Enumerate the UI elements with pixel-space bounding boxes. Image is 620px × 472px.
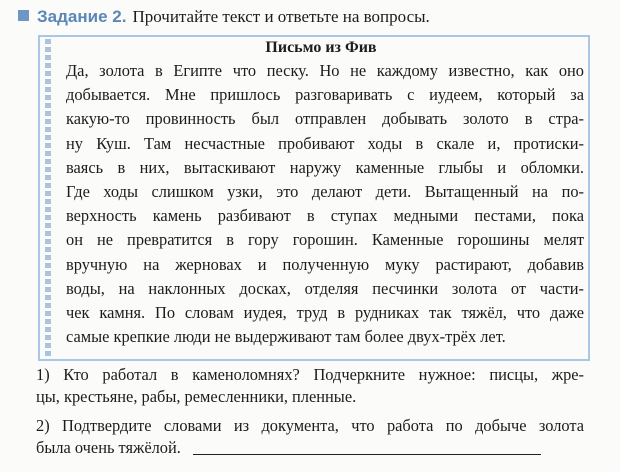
question-1 [36,364,584,408]
question-line: 2) Подтвердите словами из документа, что работа по добыче золота [36,416,584,435]
letter-line: верхность камень разбивают в ступах медными пестами, пока [66,206,584,226]
letter-line: вручную на жерновах и полученную муку растирают, добавив [66,254,584,274]
decorative-dot-rail [44,39,52,357]
question-line-text: была очень тяжёлой. [36,438,181,457]
letter-line: чек камня. По словам иудея, труд в рудниках так тяжёл, что даже [66,302,584,322]
letter-line: какую-то провинность был отправлен добывать золото в стра- [66,109,584,129]
task-bullet-icon [18,10,29,21]
letter-line: ну Куш. Там несчастные пробивают ходы в скале и, протиски- [66,133,584,153]
letter-line: Да, золота в Египте что песку. Но не каждому известно, как оно [66,61,584,80]
task-label: Задание 2. [37,7,127,26]
letter-body [66,59,584,349]
answer-line[interactable] [193,454,541,455]
questions [36,364,584,459]
question-line: 1) Кто работал в каменоломнях? Подчеркните нужное: писцы, жре- [36,365,584,384]
letter-line: Где ходы слишком узки, это делают дети. Вытащенный на по- [66,181,584,201]
question-2 [36,415,584,459]
letter-line: ваясь в них, вытаскивают наружу каменные глыбы и обломки. [66,157,584,177]
question-line-last [36,437,584,459]
letter-line: самые крепкие люди не выдерживают там более двух-трёх лет. [66,327,506,347]
task-instruction: Прочитайте текст и ответьте на вопросы. [132,7,430,26]
task-header [18,6,430,28]
question-line: цы, крестьяне, рабы, ремесленники, пленные. [36,387,357,406]
letter-line: добывается. Мне пришлось разговаривать с иудеем, который за [66,85,584,105]
letter-line: он не превратится в гору горошин. Каменные горошины мелят [66,230,584,250]
letter-line: воды, на наклонных досках, отделяя песчинки золота от части- [66,278,584,298]
letter-title: Письмо из Фив [265,39,377,56]
